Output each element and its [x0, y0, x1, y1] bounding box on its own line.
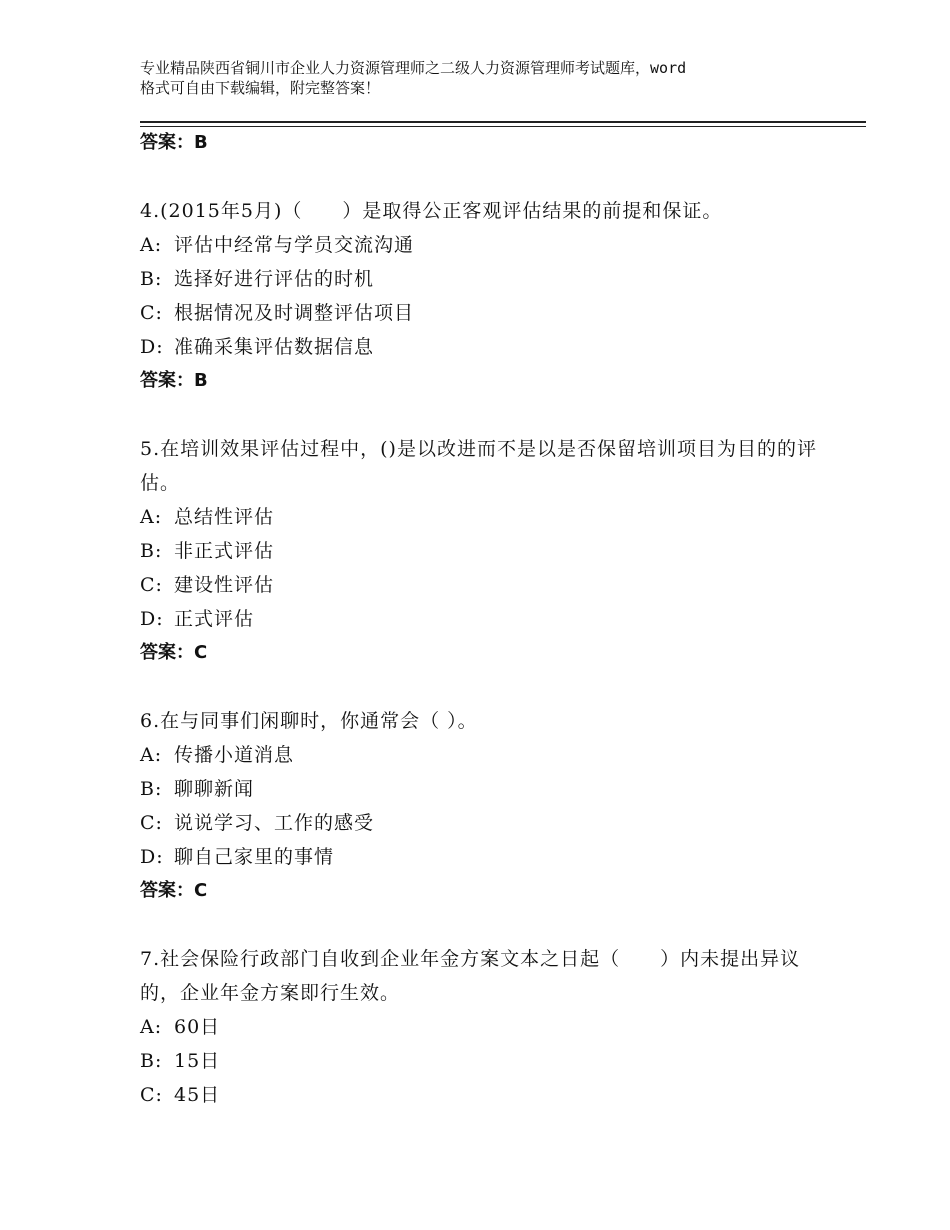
option-letter: D:	[140, 608, 164, 630]
page-header	[140, 58, 830, 98]
option-letter: C:	[140, 1084, 163, 1106]
option-a	[140, 228, 830, 262]
option-b	[140, 534, 830, 568]
answer-line: 答案：C	[140, 880, 208, 901]
option-letter: D:	[140, 336, 164, 358]
option-letter: A:	[140, 744, 163, 766]
option-text: 评估中经常与学员交流沟通	[174, 234, 415, 256]
option-a	[140, 1010, 830, 1044]
option-text: 正式评估	[174, 608, 255, 630]
option-d	[140, 840, 830, 874]
option-b	[140, 1044, 830, 1078]
option-text: 非正式评估	[174, 540, 275, 562]
option-letter: B:	[140, 268, 163, 290]
option-a	[140, 500, 830, 534]
option-text: 根据情况及时调整评估项目	[174, 302, 415, 324]
option-letter: B:	[140, 778, 163, 800]
option-text: 准确采集评估数据信息	[174, 336, 375, 358]
question-item	[140, 194, 830, 398]
option-c	[140, 568, 830, 602]
question-item	[140, 704, 830, 908]
option-b	[140, 262, 830, 296]
option-letter: B:	[140, 1050, 163, 1072]
option-letter: C:	[140, 812, 163, 834]
answer-line: 答案：C	[140, 642, 208, 663]
option-b	[140, 772, 830, 806]
question-item	[140, 432, 830, 670]
option-text: 聊聊新闻	[174, 778, 255, 800]
question-text: 4.(2015年5月)（ ）是取得公正客观评估结果的前提和保证。	[140, 200, 723, 222]
option-text: 传播小道消息	[174, 744, 295, 766]
option-letter: A:	[140, 506, 163, 528]
question-text: 5.在培训效果评估过程中，()是以改进而不是以是否保留培训项目为目的的评估。	[140, 438, 817, 494]
option-text: 选择好进行评估的时机	[174, 268, 375, 290]
header-line-2: 格式可自由下载编辑，附完整答案！	[140, 79, 381, 97]
option-text: 聊自己家里的事情	[174, 846, 335, 868]
option-letter: B:	[140, 540, 163, 562]
option-letter: D:	[140, 846, 164, 868]
header-rule-thick	[140, 121, 866, 123]
question-text: 6.在与同事们闲聊时，你通常会（ ）。	[140, 710, 478, 732]
option-text: 总结性评估	[174, 506, 275, 528]
option-c	[140, 806, 830, 840]
option-text: 说说学习、工作的感受	[174, 812, 375, 834]
option-c	[140, 296, 830, 330]
option-a	[140, 738, 830, 772]
option-text: 15日	[174, 1050, 221, 1072]
option-text: 建设性评估	[174, 574, 275, 596]
answer-line: 答案：B	[140, 370, 208, 391]
question-text: 7.社会保险行政部门自收到企业年金方案文本之日起（ ）内未提出异议的，企业年金方案即行生效。	[140, 948, 801, 1004]
question-item	[140, 942, 830, 1112]
answer-line: 答案：B	[140, 132, 208, 153]
option-letter: A:	[140, 234, 163, 256]
option-text: 45日	[174, 1084, 221, 1106]
option-d	[140, 330, 830, 364]
option-letter: C:	[140, 302, 163, 324]
option-c	[140, 1078, 830, 1112]
option-d	[140, 602, 830, 636]
option-letter: A:	[140, 1016, 163, 1038]
option-letter: C:	[140, 574, 163, 596]
question-list	[140, 126, 830, 1112]
option-text: 60日	[174, 1016, 221, 1038]
header-line-1: 专业精品陕西省铜川市企业人力资源管理师之二级人力资源管理师考试题库，word	[140, 59, 687, 77]
